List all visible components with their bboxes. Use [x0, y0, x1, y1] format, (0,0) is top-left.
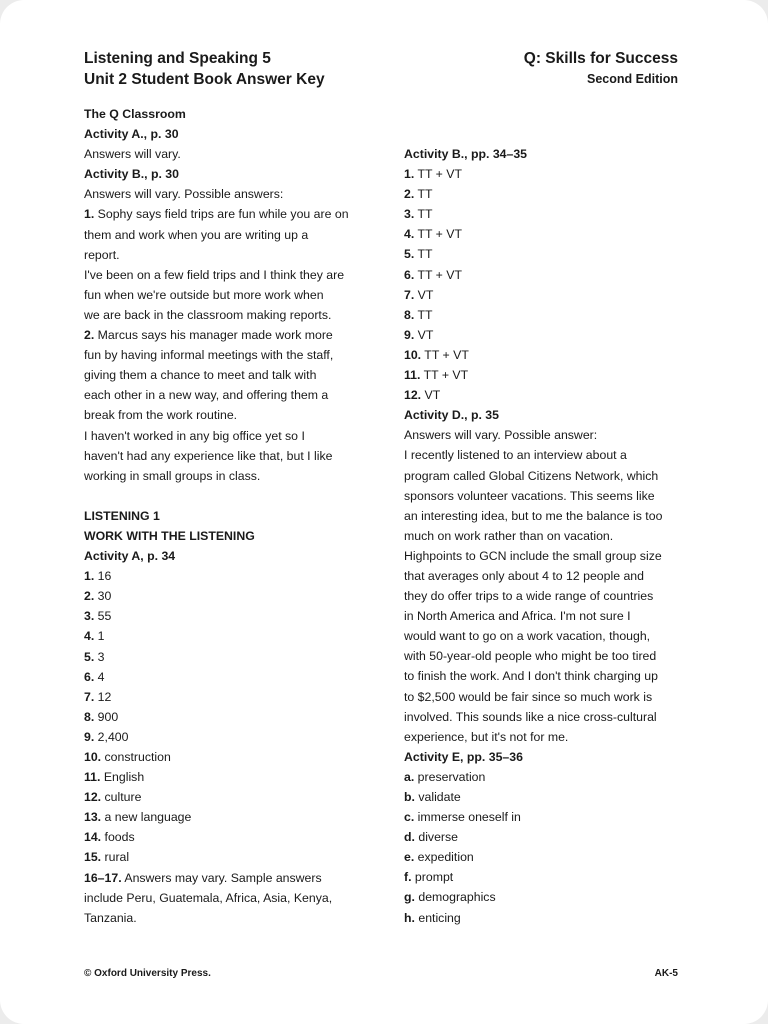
answer-text: Marcus says his manager made work more — [94, 328, 333, 343]
answer-line — [84, 707, 374, 727]
answer-line — [84, 345, 374, 365]
paragraph-line: program called Global Citizens Network, which — [404, 468, 659, 483]
answer-number: 2. — [404, 187, 415, 202]
answer-text: foods — [101, 830, 135, 845]
answer-text: demographics — [414, 890, 496, 905]
activity-heading: Activity B., pp. 34–35 — [404, 147, 528, 161]
answer-text: giving them a chance to meet and talk with — [84, 368, 317, 383]
answer-text: 1 — [94, 629, 105, 644]
answer-line — [404, 325, 689, 345]
answer-number: a. — [404, 769, 415, 784]
answer-number: 10. — [404, 347, 422, 362]
answer-line — [404, 908, 689, 928]
section-heading-q-classroom: The Q Classroom — [84, 107, 186, 121]
answer-text: I've been on a few field trips and I think they are — [84, 267, 345, 282]
answer-number: 2. — [84, 589, 95, 604]
paragraph-line: with 50-year-old people who might be too tired — [404, 649, 657, 664]
answer-line — [84, 747, 374, 767]
answer-line — [404, 164, 689, 184]
paragraph-line: in North America and Africa. I'm not sure I — [404, 609, 631, 624]
answer-number: 9. — [84, 729, 95, 744]
answer-text: them and work when you are writing up a — [84, 227, 309, 242]
answer-line — [404, 385, 689, 405]
section-heading-listening: LISTENING 1 — [84, 508, 160, 523]
answer-number: 1. — [404, 167, 415, 182]
copyright-notice: © Oxford University Press. — [84, 968, 211, 979]
activity-heading: Activity A., p. 30 — [84, 127, 179, 142]
answer-number: 5. — [84, 649, 95, 664]
answer-number: 7. — [404, 287, 415, 302]
answer-number: 5. — [404, 247, 415, 262]
answer-text: Answers will vary. — [84, 147, 181, 162]
answer-text: working in small groups in class. — [84, 468, 261, 483]
document-header — [84, 48, 325, 90]
answer-text: diverse — [414, 830, 458, 845]
answer-line — [404, 184, 689, 204]
answer-paragraph — [404, 425, 689, 747]
answer-line — [84, 245, 374, 265]
answer-line — [84, 265, 374, 285]
right-column — [404, 144, 689, 928]
answer-line — [84, 667, 374, 687]
paragraph-line: involved. This sounds like a nice cross-cultural — [404, 709, 657, 724]
answer-number: 3. — [404, 207, 415, 222]
answer-list — [404, 767, 689, 928]
answer-line — [404, 244, 689, 264]
edition-label: Second Edition — [587, 72, 678, 86]
answer-list — [84, 204, 374, 485]
activity-heading: Activity E, pp. 35–36 — [404, 749, 523, 764]
answer-line — [84, 225, 374, 245]
answer-text: expedition — [414, 850, 474, 865]
answer-text: 2,400 — [94, 729, 129, 744]
paragraph-line: that averages only about 4 to 12 people and — [404, 568, 644, 583]
answer-line — [84, 385, 374, 405]
answer-text: 55 — [94, 609, 112, 624]
answer-number: 8. — [84, 709, 95, 724]
answer-text: enticing — [414, 910, 461, 925]
answer-line — [84, 446, 374, 466]
answer-line — [404, 345, 689, 365]
answer-text: VT — [421, 388, 441, 403]
answer-number: 1. — [84, 569, 95, 584]
answer-text: haven't had any experience like that, but I like — [84, 448, 333, 463]
answer-text: each other in a new way, and offering them a — [84, 388, 329, 403]
answer-text: construction — [101, 750, 171, 764]
answer-text: fun by having informal meetings with the staff, — [84, 348, 334, 363]
answer-number: 14. — [84, 830, 102, 845]
answer-text: I haven't worked in any big office yet so I — [84, 428, 305, 443]
answer-line — [404, 867, 689, 887]
activity-heading: Activity A, p. 34 — [84, 549, 176, 564]
answer-line — [404, 204, 689, 224]
answer-number: 4. — [404, 227, 415, 242]
answer-line — [404, 807, 689, 827]
answer-number: 12. — [404, 388, 422, 403]
answer-text: validate — [414, 790, 461, 804]
answer-line — [84, 807, 374, 827]
answer-number: b. — [404, 790, 415, 804]
answer-text: 12 — [94, 689, 112, 704]
answer-number: 6. — [404, 267, 415, 282]
answer-line — [404, 265, 689, 285]
spacer — [84, 486, 374, 506]
answer-line — [84, 325, 374, 345]
answer-line — [84, 365, 374, 385]
answer-text: fun when we're outside but more work when — [84, 287, 324, 302]
answer-line — [84, 466, 374, 486]
answer-text: TT — [414, 247, 433, 262]
answer-text: include Peru, Guatemala, Africa, Asia, Kenya, — [84, 890, 333, 905]
answer-number: 10. — [84, 750, 102, 764]
answer-text: TT — [414, 307, 433, 322]
paragraph-line: I recently listened to an interview about a — [404, 448, 627, 463]
answer-number: 4. — [84, 629, 95, 644]
answer-text: rural — [101, 850, 130, 865]
answer-text: break from the work routine. — [84, 408, 238, 423]
answer-line — [84, 204, 374, 224]
answer-line — [404, 767, 689, 787]
paragraph-line: would want to go on a work vacation, though, — [404, 629, 651, 644]
answer-number: e. — [404, 850, 415, 865]
answer-list — [84, 566, 374, 928]
answer-line — [84, 586, 374, 606]
answer-text: Tanzania. — [84, 910, 137, 925]
answer-list — [404, 164, 689, 405]
answer-line — [84, 767, 374, 787]
answer-number: 8. — [404, 307, 415, 322]
answer-line — [404, 827, 689, 847]
answer-number: 7. — [84, 689, 95, 704]
answer-text: VT — [414, 287, 434, 302]
answer-line — [84, 426, 374, 446]
answer-number: 11. — [84, 770, 101, 785]
paragraph-line: to finish the work. And I don't think charging up — [404, 669, 658, 684]
answer-text: a new language — [101, 810, 192, 825]
answer-text: immerse oneself in — [414, 810, 521, 825]
paragraph-line: Answers will vary. Possible answer: — [404, 428, 598, 443]
answer-line — [84, 647, 374, 667]
answer-text: Answers may vary. Sample answers — [121, 870, 322, 885]
paragraph-line: Highpoints to GCN include the small group size — [404, 548, 662, 563]
answer-text: 900 — [94, 709, 119, 724]
answer-text: 30 — [94, 589, 112, 604]
section-subheading: WORK WITH THE LISTENING — [84, 528, 255, 543]
answer-text: TT + VT — [414, 167, 462, 182]
answer-line — [84, 827, 374, 847]
answer-text: TT + VT — [420, 368, 469, 383]
answer-text: TT + VT — [414, 267, 462, 282]
answer-text: TT + VT — [421, 347, 469, 362]
answer-text: 4 — [94, 669, 105, 684]
answer-line — [84, 606, 374, 626]
answer-number: 12. — [84, 790, 102, 805]
paragraph-line: sponsors volunteer vacations. This seems like — [404, 488, 655, 503]
answer-number: 1. — [84, 207, 95, 222]
answer-line — [404, 365, 689, 385]
answer-number: c. — [404, 810, 415, 825]
answer-text: English — [100, 770, 145, 785]
answer-line — [84, 285, 374, 305]
answer-line — [404, 847, 689, 867]
answer-number: g. — [404, 890, 415, 905]
answer-number: 2. — [84, 328, 95, 343]
activity-heading: Activity D., p. 35 — [404, 408, 499, 423]
answer-text: culture — [101, 790, 142, 805]
answer-text: preservation — [414, 769, 486, 784]
answer-text: 16 — [94, 569, 112, 584]
answer-number: 15. — [84, 850, 102, 865]
answer-line — [84, 727, 374, 747]
paragraph-line: experience, but it's not for me. — [404, 729, 569, 744]
answer-line — [404, 887, 689, 907]
book-title: Listening and Speaking 5 — [84, 50, 271, 67]
answer-number: f. — [404, 870, 412, 885]
answer-number: 16–17. — [84, 870, 122, 885]
answer-line — [404, 285, 689, 305]
answer-text: we are back in the classroom making reports. — [84, 307, 332, 322]
answer-number: 3. — [84, 609, 95, 624]
answer-line — [404, 787, 689, 807]
answer-line — [84, 868, 374, 888]
answer-text: TT + VT — [414, 227, 462, 242]
answer-line — [84, 888, 374, 908]
answer-line — [404, 305, 689, 325]
answer-line — [84, 787, 374, 807]
answer-text: prompt — [411, 870, 454, 885]
answer-number: d. — [404, 830, 415, 845]
unit-title: Unit 2 Student Book Answer Key — [84, 71, 325, 88]
answer-line — [84, 687, 374, 707]
paragraph-line: to $2,500 would be fair since so much work is — [404, 689, 653, 704]
answer-line — [84, 566, 374, 586]
paragraph-line: an interesting idea, but to me the balance is too — [404, 508, 663, 523]
series-brand: Q: Skills for Success — [523, 50, 678, 67]
answer-line — [84, 626, 374, 646]
left-column — [84, 104, 374, 928]
answer-number: 6. — [84, 669, 95, 684]
answer-line — [84, 908, 374, 928]
answer-text: Sophy says field trips are fun while you are on — [94, 207, 349, 222]
answer-number: 9. — [404, 327, 415, 342]
answer-line — [84, 847, 374, 867]
activity-heading: Activity B., p. 30 — [84, 167, 179, 182]
answer-line — [84, 305, 374, 325]
answer-text: VT — [414, 327, 434, 342]
paragraph-line: they do offer trips to a wide range of countries — [404, 589, 654, 604]
answer-text: report. — [84, 247, 120, 262]
page-number: AK-5 — [654, 968, 678, 979]
answer-text: Answers will vary. Possible answers: — [84, 187, 284, 202]
answer-text: TT — [414, 187, 433, 202]
answer-number: 13. — [84, 810, 102, 825]
answer-line — [404, 224, 689, 244]
answer-number: 11. — [404, 368, 421, 383]
answer-text: 3 — [94, 649, 105, 664]
paragraph-line: much on work rather than on vacation. — [404, 528, 614, 543]
series-header — [524, 48, 678, 90]
answer-text: TT — [414, 207, 433, 222]
answer-line — [84, 405, 374, 425]
answer-number: h. — [404, 910, 415, 925]
